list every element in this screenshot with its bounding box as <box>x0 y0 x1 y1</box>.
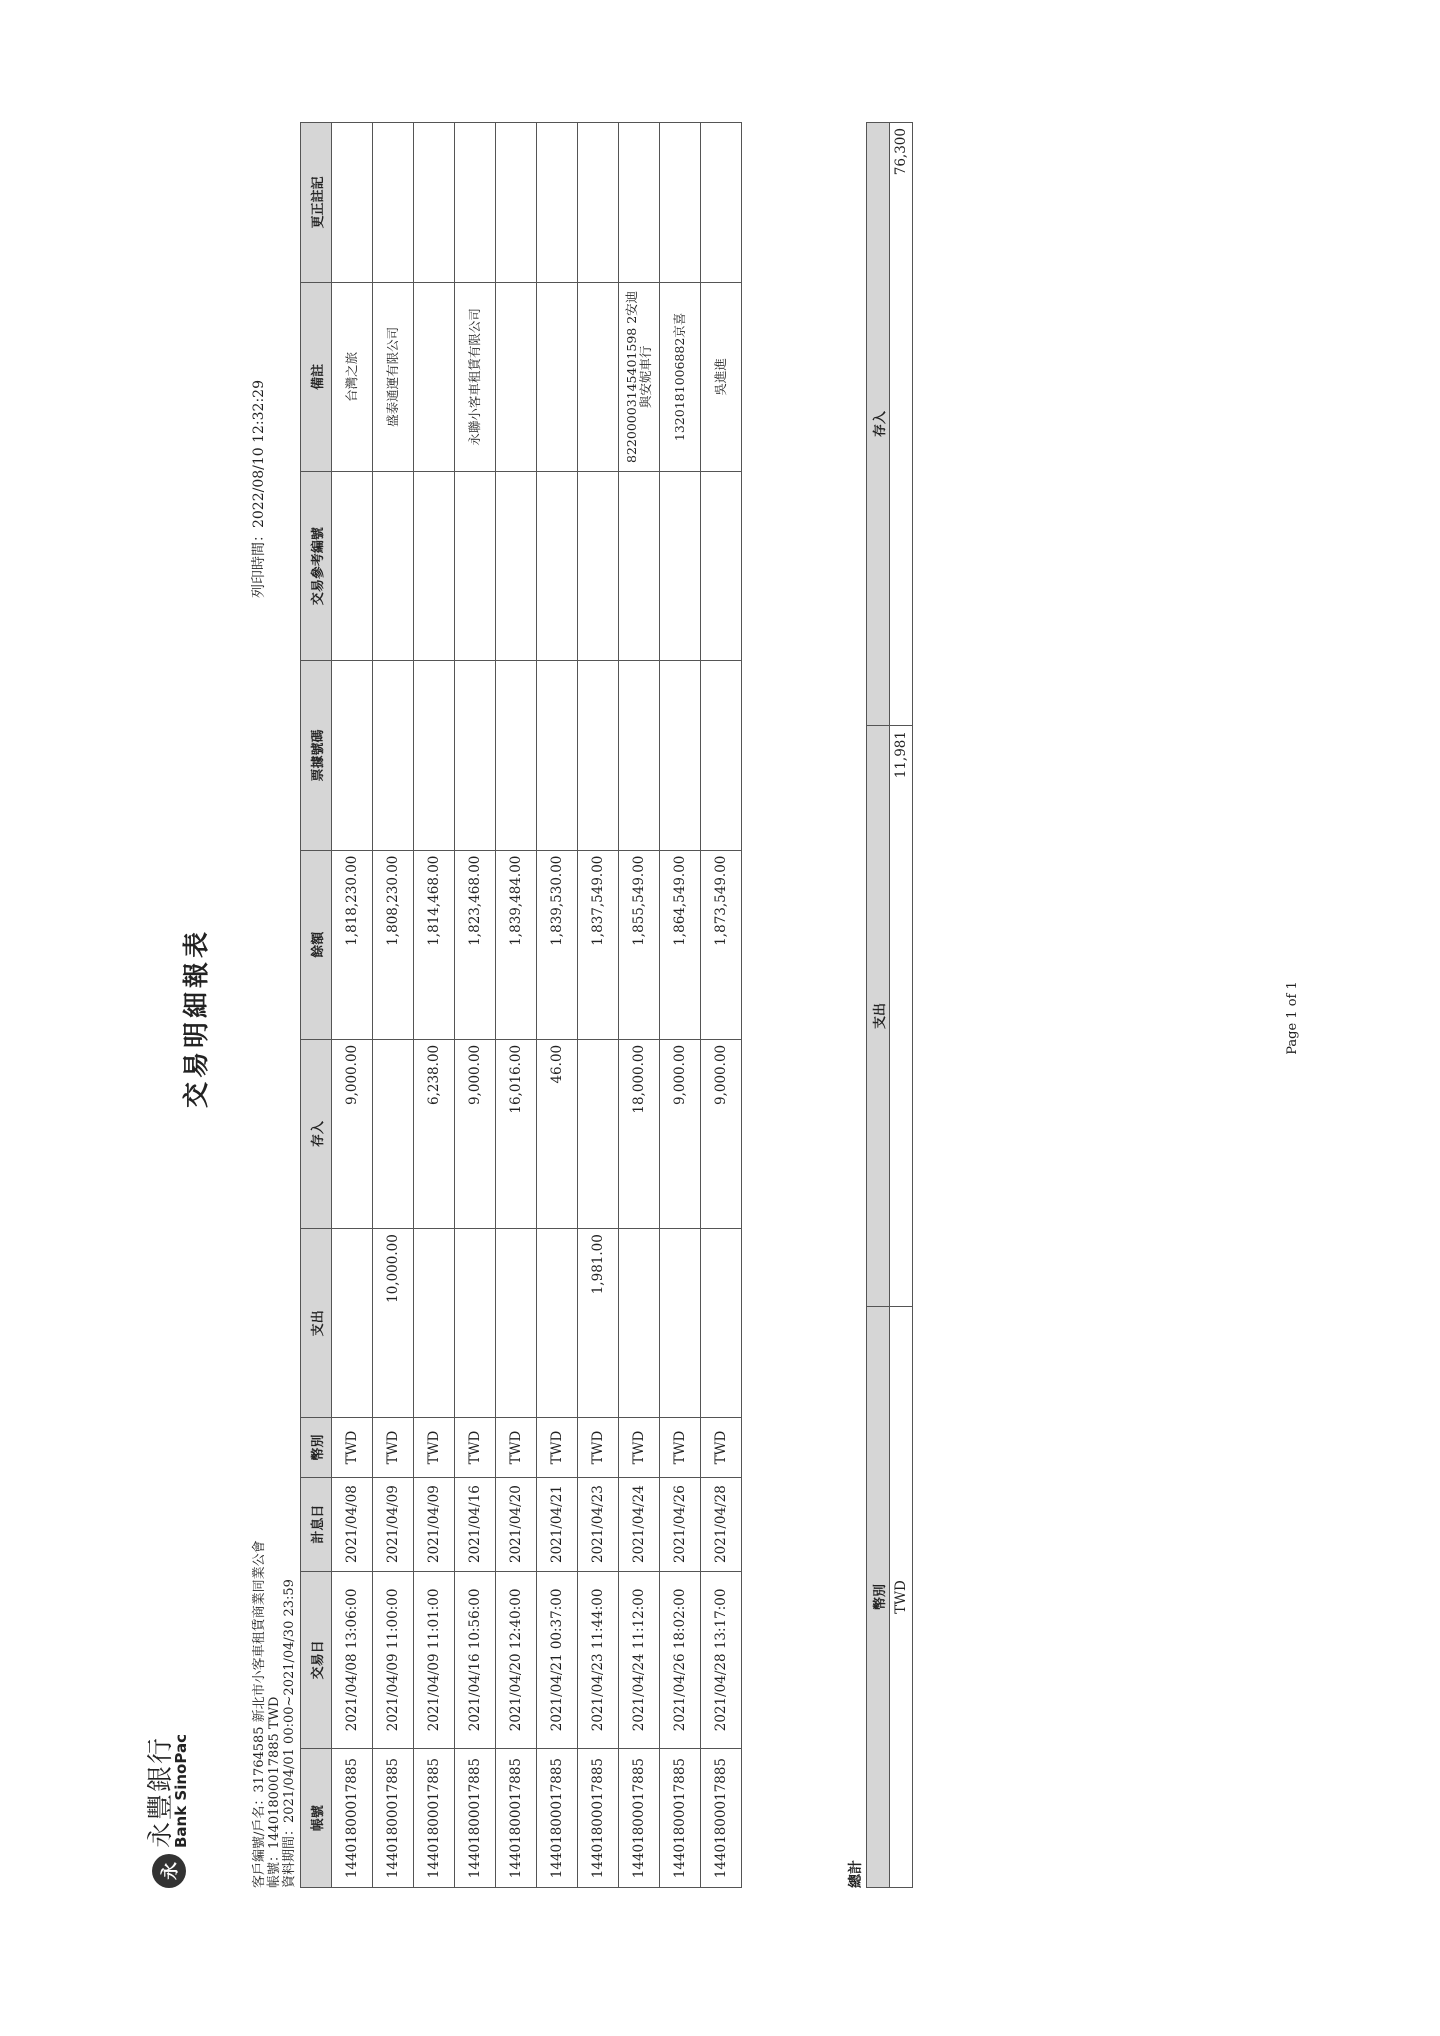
currency-cell: TWD <box>619 1418 660 1477</box>
interest-date-cell: 2021/04/26 <box>660 1477 701 1571</box>
note-cell: 台灣之旅 <box>332 282 373 471</box>
reference-number-cell <box>701 472 742 661</box>
note-cell: 吳進進 <box>701 282 742 471</box>
currency-cell: TWD <box>578 1418 619 1477</box>
cheque-number-cell <box>373 661 414 850</box>
bank-logo-icon: 永 <box>152 1854 186 1888</box>
note-cell <box>537 282 578 471</box>
credit-cell: 9,000.00 <box>455 1039 496 1228</box>
reference-number-cell <box>496 472 537 661</box>
cheque-number-cell <box>414 661 455 850</box>
table-row <box>332 123 373 1888</box>
debit-cell <box>496 1229 537 1418</box>
credit-cell: 9,000.00 <box>660 1039 701 1228</box>
transaction-table <box>300 122 742 1888</box>
account-cell: 14401800017885 <box>701 1749 742 1888</box>
account-cell: 14401800017885 <box>660 1749 701 1888</box>
reference-number-cell <box>660 472 701 661</box>
header-reference-number: 交易參考編號 <box>301 472 332 661</box>
table-row <box>537 123 578 1888</box>
transaction-date-cell: 2021/04/16 10:56:00 <box>455 1571 496 1749</box>
table-row <box>496 123 537 1888</box>
transaction-date-cell: 2021/04/23 11:44:00 <box>578 1571 619 1749</box>
transaction-date-cell: 2021/04/09 11:01:00 <box>414 1571 455 1749</box>
totals-currency: TWD <box>890 1307 913 1888</box>
bank-name-english: Bank SinoPac <box>172 1734 190 1848</box>
transaction-date-cell: 2021/04/21 00:37:00 <box>537 1571 578 1749</box>
reference-number-cell <box>537 472 578 661</box>
balance-cell: 1,855,549.00 <box>619 850 660 1039</box>
cheque-number-cell <box>496 661 537 850</box>
debit-cell <box>455 1229 496 1418</box>
account-cell: 14401800017885 <box>619 1749 660 1888</box>
credit-cell: 9,000.00 <box>701 1039 742 1228</box>
correction-mark-cell <box>373 123 414 283</box>
debit-cell: 10,000.00 <box>373 1229 414 1418</box>
note-cell: 永聯小客車租賃有限公司 <box>455 282 496 471</box>
currency-cell: TWD <box>414 1418 455 1477</box>
table-row <box>660 123 701 1888</box>
reference-number-cell <box>578 472 619 661</box>
balance-cell: 1,818,230.00 <box>332 850 373 1039</box>
header-credit: 存入 <box>301 1039 332 1228</box>
correction-mark-cell <box>660 123 701 283</box>
interest-date-cell: 2021/04/21 <box>537 1477 578 1571</box>
totals-header-credit: 存入 <box>867 123 890 726</box>
totals-table <box>866 122 913 1888</box>
debit-cell <box>701 1229 742 1418</box>
transaction-date-cell: 2021/04/24 11:12:00 <box>619 1571 660 1749</box>
header-correction-mark: 更正註記 <box>301 123 332 283</box>
debit-cell <box>537 1229 578 1418</box>
reference-number-cell <box>619 472 660 661</box>
note-cell <box>578 282 619 471</box>
transaction-date-cell: 2021/04/28 13:17:00 <box>701 1571 742 1749</box>
correction-mark-cell <box>619 123 660 283</box>
reference-number-cell <box>332 472 373 661</box>
customer-info: 客戶編號/戶名：31764585 新北市小客車租賃商業同業公會 <box>252 1540 267 1888</box>
header-note: 備註 <box>301 282 332 471</box>
debit-cell <box>332 1229 373 1418</box>
credit-cell: 18,000.00 <box>619 1039 660 1228</box>
debit-cell <box>414 1229 455 1418</box>
cheque-number-cell <box>619 661 660 850</box>
interest-date-cell: 2021/04/28 <box>701 1477 742 1571</box>
account-cell: 14401800017885 <box>455 1749 496 1888</box>
correction-mark-cell <box>455 123 496 283</box>
account-cell: 14401800017885 <box>332 1749 373 1888</box>
interest-date-cell: 2021/04/09 <box>373 1477 414 1571</box>
note-cell: 82200003145401598 2安迪與安妮車行 <box>619 282 660 471</box>
account-cell: 14401800017885 <box>537 1749 578 1888</box>
reference-number-cell <box>373 472 414 661</box>
balance-cell: 1,808,230.00 <box>373 850 414 1039</box>
currency-cell: TWD <box>660 1418 701 1477</box>
currency-cell: TWD <box>496 1418 537 1477</box>
debit-cell <box>619 1229 660 1418</box>
cheque-number-cell <box>455 661 496 850</box>
interest-date-cell: 2021/04/16 <box>455 1477 496 1571</box>
account-cell: 14401800017885 <box>496 1749 537 1888</box>
header-interest-date: 計息日 <box>301 1477 332 1571</box>
totals-label: 總計 <box>848 1860 864 1888</box>
page-footer: Page 1 of 1 <box>1285 981 1300 1055</box>
report-title: 交易明細報表 <box>182 928 212 1109</box>
cheque-number-cell <box>701 661 742 850</box>
debit-cell <box>660 1229 701 1418</box>
header-currency: 幣別 <box>301 1418 332 1477</box>
header-debit: 支出 <box>301 1229 332 1418</box>
table-row <box>619 123 660 1888</box>
interest-date-cell: 2021/04/08 <box>332 1477 373 1571</box>
cheque-number-cell <box>578 661 619 850</box>
currency-cell: TWD <box>455 1418 496 1477</box>
transaction-date-cell: 2021/04/20 12:40:00 <box>496 1571 537 1749</box>
account-cell: 14401800017885 <box>373 1749 414 1888</box>
interest-date-cell: 2021/04/09 <box>414 1477 455 1571</box>
print-time: 列印時間：2022/08/10 12:32:29 <box>251 380 267 599</box>
table-row <box>414 123 455 1888</box>
totals-header-debit: 支出 <box>867 726 890 1307</box>
reference-number-cell <box>455 472 496 661</box>
cheque-number-cell <box>660 661 701 850</box>
data-period: 資料期間：2021/04/01 00:00~2021/04/30 23:59 <box>282 1579 297 1888</box>
credit-cell <box>578 1039 619 1228</box>
totals-credit: 76,300 <box>890 123 913 726</box>
interest-date-cell: 2021/04/23 <box>578 1477 619 1571</box>
header-transaction-date: 交易日 <box>301 1571 332 1749</box>
correction-mark-cell <box>496 123 537 283</box>
transaction-date-cell: 2021/04/26 18:02:00 <box>660 1571 701 1749</box>
cheque-number-cell <box>332 661 373 850</box>
correction-mark-cell <box>578 123 619 283</box>
table-header-row <box>301 123 332 1888</box>
transaction-date-cell: 2021/04/09 11:00:00 <box>373 1571 414 1749</box>
table-row <box>373 123 414 1888</box>
credit-cell <box>373 1039 414 1228</box>
balance-cell: 1,839,484.00 <box>496 850 537 1039</box>
interest-date-cell: 2021/04/24 <box>619 1477 660 1571</box>
correction-mark-cell <box>537 123 578 283</box>
totals-header-row <box>867 123 890 1888</box>
debit-cell: 1,981.00 <box>578 1229 619 1418</box>
account-cell: 14401800017885 <box>414 1749 455 1888</box>
balance-cell: 1,823,468.00 <box>455 850 496 1039</box>
table-row <box>578 123 619 1888</box>
interest-date-cell: 2021/04/20 <box>496 1477 537 1571</box>
currency-cell: TWD <box>537 1418 578 1477</box>
bank-name-chinese: 永豐銀行 <box>146 1735 176 1848</box>
currency-cell: TWD <box>701 1418 742 1477</box>
currency-cell: TWD <box>332 1418 373 1477</box>
correction-mark-cell <box>701 123 742 283</box>
balance-cell: 1,837,549.00 <box>578 850 619 1039</box>
balance-cell: 1,873,549.00 <box>701 850 742 1039</box>
transaction-date-cell: 2021/04/08 13:06:00 <box>332 1571 373 1749</box>
table-row <box>701 123 742 1888</box>
account-cell: 14401800017885 <box>578 1749 619 1888</box>
table-row <box>455 123 496 1888</box>
currency-cell: TWD <box>373 1418 414 1477</box>
note-cell <box>496 282 537 471</box>
totals-row <box>890 123 913 1888</box>
totals-header-currency: 幣別 <box>867 1307 890 1888</box>
correction-mark-cell <box>332 123 373 283</box>
balance-cell: 1,864,549.00 <box>660 850 701 1039</box>
reference-number-cell <box>414 472 455 661</box>
correction-mark-cell <box>414 123 455 283</box>
credit-cell: 16,016.00 <box>496 1039 537 1228</box>
note-cell: 盛泰通運有限公司 <box>373 282 414 471</box>
credit-cell: 6,238.00 <box>414 1039 455 1228</box>
header-account: 帳號 <box>301 1749 332 1888</box>
totals-debit: 11,981 <box>890 726 913 1307</box>
note-cell <box>414 282 455 471</box>
note-cell: 1320181006882京喜 <box>660 282 701 471</box>
credit-cell: 9,000.00 <box>332 1039 373 1228</box>
header-balance: 餘額 <box>301 850 332 1039</box>
credit-cell: 46.00 <box>537 1039 578 1228</box>
account-info: 帳號：14401800017885 TWD <box>267 1696 282 1888</box>
header-cheque-number: 票據號碼 <box>301 661 332 850</box>
cheque-number-cell <box>537 661 578 850</box>
balance-cell: 1,839,530.00 <box>537 850 578 1039</box>
balance-cell: 1,814,468.00 <box>414 850 455 1039</box>
